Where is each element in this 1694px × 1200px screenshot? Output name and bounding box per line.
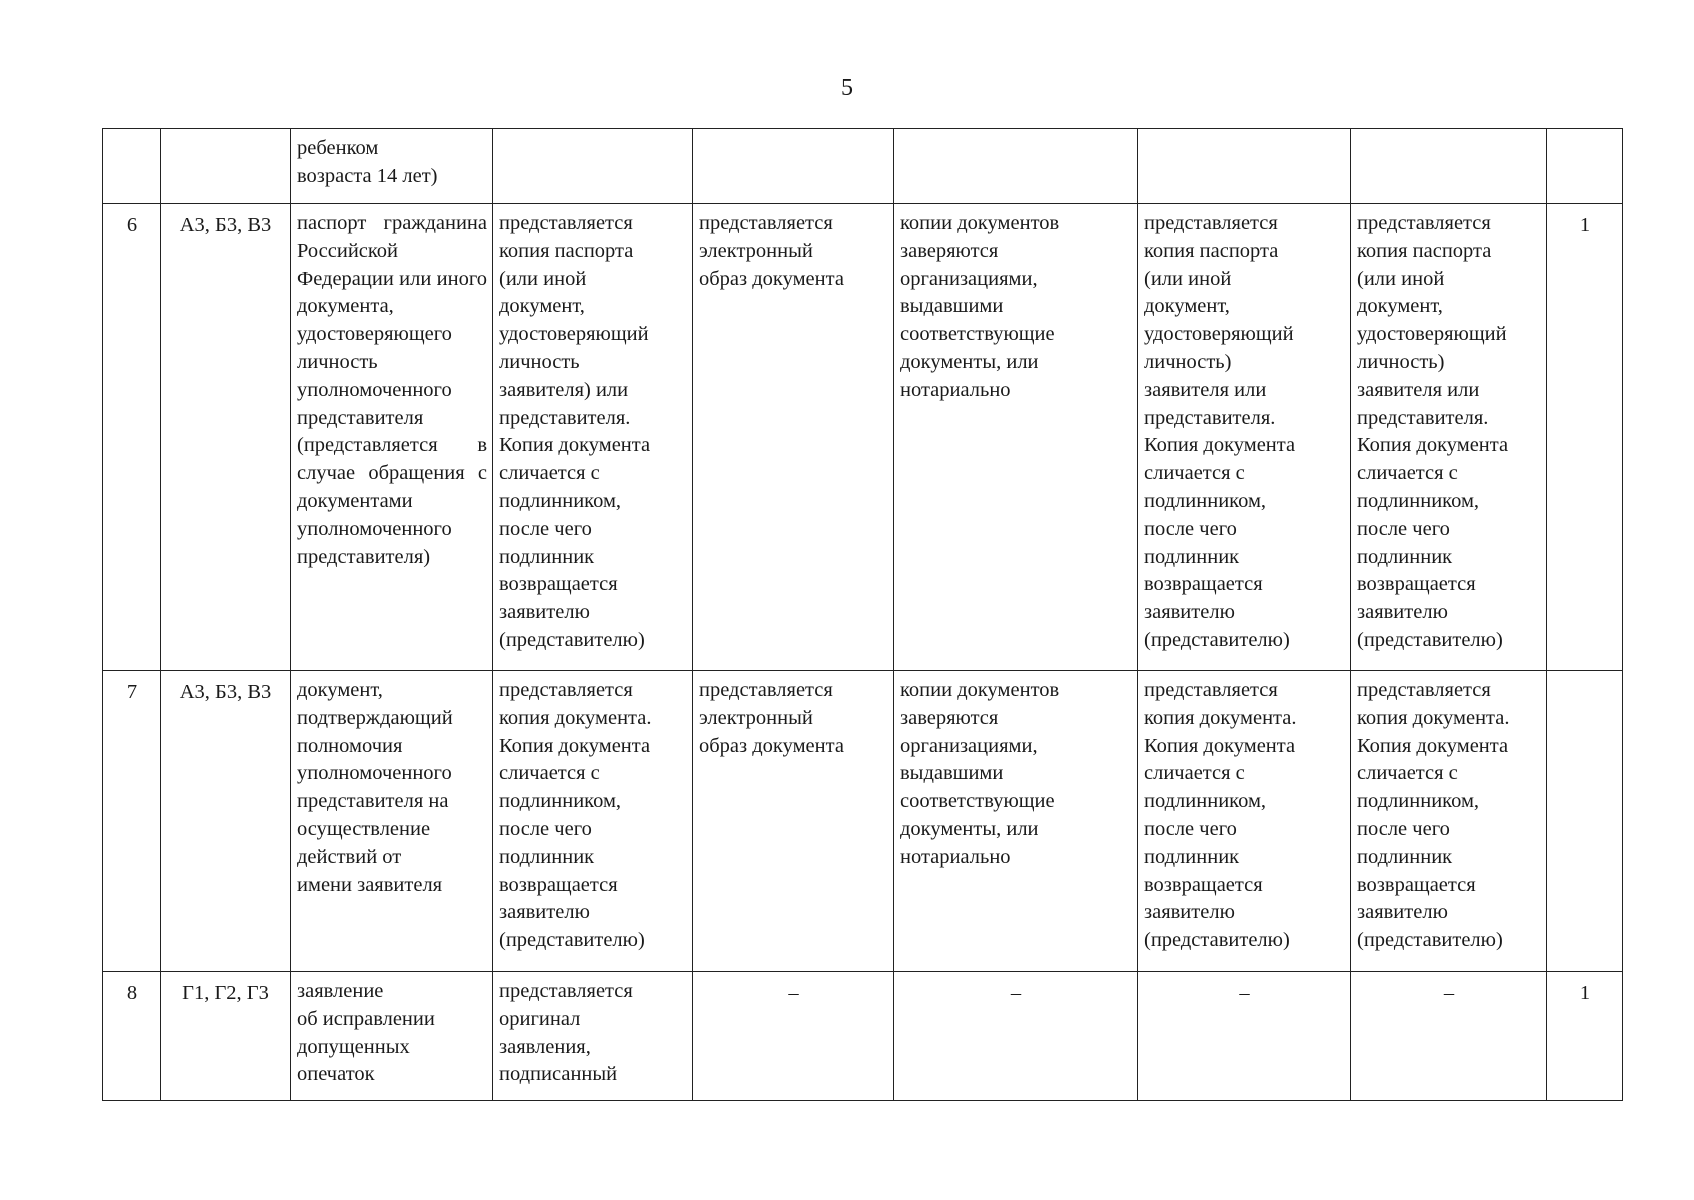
row-col5: представляется электронный образ документа: [693, 671, 894, 972]
row-col8: представляется копия документа. Копия документа сличается с подлинником, после чего подлинник возвращается заявителю (представителю): [1351, 671, 1547, 972]
table-row-continuation: [103, 129, 1623, 204]
table-row: [103, 204, 1623, 671]
row-col4: представляется копия паспорта (или иной документ, удостоверяющий личность заявителя) или представителя. Копия документа сличается с подлинником, после чего подлинник возвращается заявителю (представителю): [493, 204, 693, 671]
page-number: 5: [841, 75, 853, 101]
row-col9: 1: [1547, 204, 1623, 671]
row-col4: представляется оригинал заявления, подписанный: [493, 972, 693, 1101]
cell-col6: [894, 129, 1138, 204]
row-col7: представляется копия паспорта (или иной документ, удостоверяющий личность) заявителя или представителя. Копия документа сличается с подлинником, после чего подлинник возвращается заявителю (представителю): [1138, 204, 1351, 671]
row-number: 6: [103, 204, 161, 671]
table-row: [103, 671, 1623, 972]
table-row: [103, 972, 1623, 1101]
row-col6: копии документов заверяются организациями, выдавшими соответствующие документы, или нотариально: [894, 671, 1138, 972]
row-document-name: паспорт гражданина Российской Федерации или иного документа, удостоверяющего личность уполномоченного представителя (представляется в случае обращения с документами уполномоченного представителя): [291, 204, 493, 671]
row-col9: [1547, 671, 1623, 972]
row-col9: 1: [1547, 972, 1623, 1101]
row-col7: –: [1138, 972, 1351, 1101]
row-col6: копии документов заверяются организациями, выдавшими соответствующие документы, или нотариально: [894, 204, 1138, 671]
cell-col7: [1138, 129, 1351, 204]
row-col4: представляется копия документа. Копия документа сличается с подлинником, после чего подлинник возвращается заявителю (представителю): [493, 671, 693, 972]
row-col5: представляется электронный образ документа: [693, 204, 894, 671]
row-col8: –: [1351, 972, 1547, 1101]
row-codes: А3, Б3, В3: [161, 204, 291, 671]
row-col7: представляется копия документа. Копия документа сличается с подлинником, после чего подлинник возвращается заявителю (представителю): [1138, 671, 1351, 972]
cell-col5: [693, 129, 894, 204]
cell-document: ребенком возраста 14 лет): [291, 129, 493, 204]
cell-codes: [161, 129, 291, 204]
cell-col8: [1351, 129, 1547, 204]
row-codes: Г1, Г2, Г3: [161, 972, 291, 1101]
document-table: [102, 128, 1623, 1101]
row-col6: –: [894, 972, 1138, 1101]
row-number: 8: [103, 972, 161, 1101]
cell-num: [103, 129, 161, 204]
row-number: 7: [103, 671, 161, 972]
row-document-name: документ, подтверждающий полномочия уполномоченного представителя на осуществление действий от имени заявителя: [291, 671, 493, 972]
cell-col9: [1547, 129, 1623, 204]
row-col8: представляется копия паспорта (или иной документ, удостоверяющий личность) заявителя или представителя. Копия документа сличается с подлинником, после чего подлинник возвращается заявителю (представителю): [1351, 204, 1547, 671]
row-document-name: заявление об исправлении допущенных опечаток: [291, 972, 493, 1101]
row-col5: –: [693, 972, 894, 1101]
cell-col4: [493, 129, 693, 204]
row-codes: А3, Б3, В3: [161, 671, 291, 972]
